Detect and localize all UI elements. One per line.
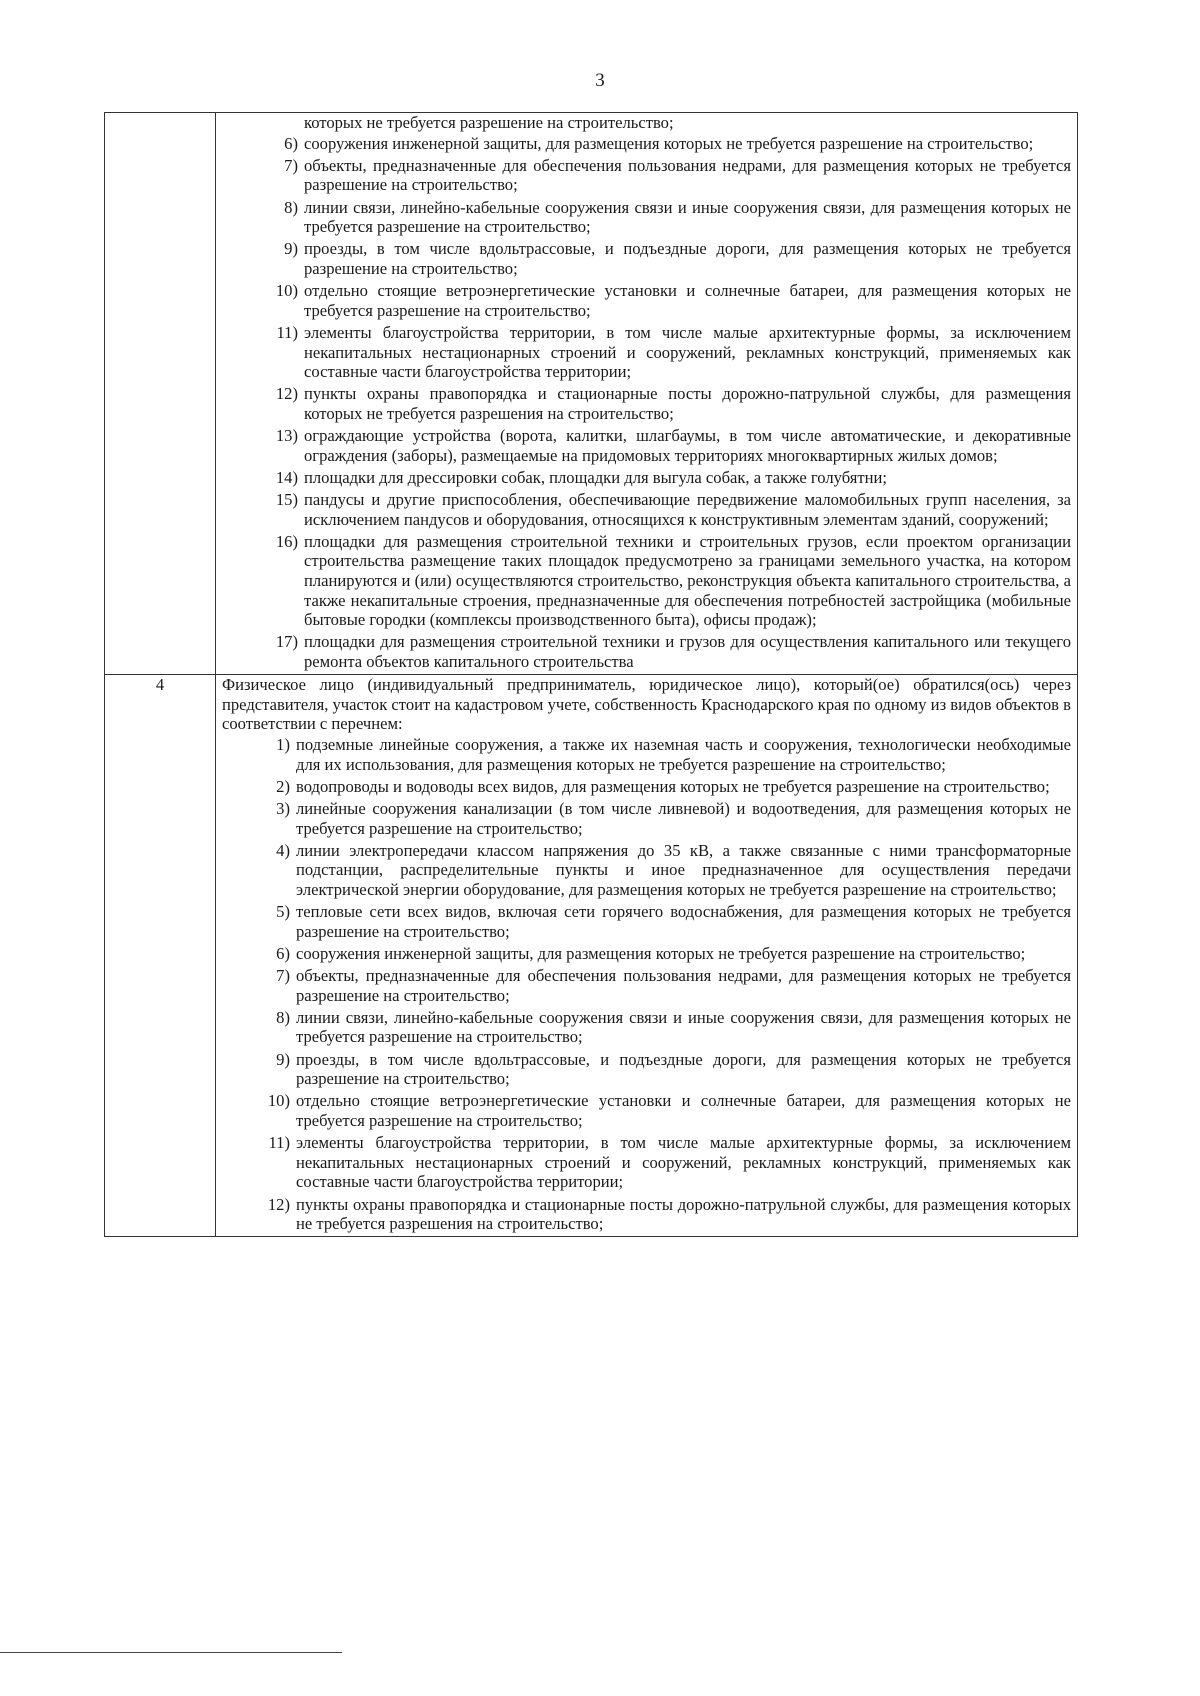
object-list xyxy=(222,134,1071,672)
list-item-text: линии связи, линейно-кабельные сооружения связи и иные сооружения связи, для размещения которых не требуется разрешение на строительство; xyxy=(304,197,1071,237)
list-item-text: проезды, в том числе вдольтрассовые, и подъездные дороги, для размещения которых не требуется разрешение на строительство; xyxy=(304,239,1071,278)
list-item-text: линейные сооружения канализации (в том числе ливневой) и водоотведения, для размещения которых не требуется разрешение на строительство; xyxy=(296,798,1071,838)
list-item-text: элементы благоустройства территории, в том числе малые архитектурные формы, за исключением некапитальных нестационарных строений и сооружений, рекламных конструкций, применяемых как составные части благоустройства территории; xyxy=(304,322,1071,382)
list-item-text: объекты, предназначенные для обеспечения пользования недрами, для размещения которых не требуется разрешение на строительство; xyxy=(296,966,1071,1005)
list-item-number: 5) xyxy=(276,902,290,922)
list-item-text: линии электропередачи классом напряжения до 35 кВ, а также связанные с ними трансформаторные подстанции, распределительные пункты и иное предназначенное для осуществления передачи электрической энергии оборудование, для размещения которых не требуется разрешение на строительство; xyxy=(296,840,1071,899)
list-item xyxy=(222,134,1071,154)
list-item-text: подземные линейные сооружения, а также их наземная часть и сооружения, технологически необходимые для их использования, для размещения которых не требуется разрешение на строительство; xyxy=(296,734,1071,774)
list-item xyxy=(222,1050,1071,1089)
list-item-text: водопроводы и водоводы всех видов, для размещения которых не требуется разрешение на строительство; xyxy=(296,776,1050,796)
list-item-text: проезды, в том числе вдольтрассовые, и подъездные дороги, для размещения которых не требуется разрешение на строительство; xyxy=(296,1049,1071,1089)
list-item-number: 11) xyxy=(268,1133,290,1153)
list-item-text: площадки для размещения строительной техники и строительных грузов, если проектом организации строительства размещение таких площадок предусмотрено за границами земельного участка, на котором планируются и (или) осуществляются строительство, реконструкция объекта капитального строительства, а также некапитальные строения, предназначенные для обеспечения потребностей застройщика (мобильные бытовые городки (комплексы производственного быта), офисы продаж); xyxy=(304,531,1071,630)
list-item-text: сооружения инженерной защиты, для размещения которых не требуется разрешение на строительство; xyxy=(304,133,1034,153)
list-item-number: 11) xyxy=(276,322,298,342)
page-number: 3 xyxy=(595,70,605,91)
list-item-number: 16) xyxy=(275,531,298,551)
document-table xyxy=(104,112,1078,1237)
list-item xyxy=(222,777,1071,797)
list-item xyxy=(222,1195,1071,1234)
row-intro-text: Физическое лицо (индивидуальный предприниматель, юридическое лицо), который(ое) обратился(ось) через представителя, участок стоит на кадастровом учете, собственность Краснодарского края по одному из видов объектов в соответствии с перечнем: xyxy=(222,675,1071,734)
list-item-number: 10) xyxy=(275,281,298,301)
row-text-cell xyxy=(216,113,1078,675)
list-item-number: 10) xyxy=(267,1091,290,1111)
list-item-text: пандусы и другие приспособления, обеспечивающие передвижение маломобильных групп населения, за исключением пандусов и оборудования, относящихся к конструктивным элементам зданий, сооружений; xyxy=(304,490,1071,529)
list-item xyxy=(222,1008,1071,1047)
list-item xyxy=(222,944,1071,964)
list-item-number: 6) xyxy=(276,943,290,963)
list-item xyxy=(222,239,1071,278)
object-list xyxy=(222,735,1071,1234)
list-item-text: пункты охраны правопорядка и стационарные посты дорожно-патрульной службы, для размещения которых не требуется разрешения на строительство; xyxy=(304,384,1071,423)
table-row xyxy=(105,675,1078,1237)
list-item-number: 7) xyxy=(284,155,298,175)
list-item xyxy=(222,323,1071,382)
list-item-text: элементы благоустройства территории, в том числе малые архитектурные формы, за исключением некапитальных нестационарных строений и сооружений, рекламных конструкций, применяемых как составные части благоустройства территории; xyxy=(296,1133,1071,1192)
row-text-cell xyxy=(216,675,1078,1237)
row-number-cell: 4 xyxy=(105,675,216,1237)
list-item xyxy=(222,468,1071,488)
list-item-number: 9) xyxy=(284,239,298,259)
list-item-number: 13) xyxy=(275,426,298,446)
list-item xyxy=(222,1091,1071,1130)
list-item-number: 14) xyxy=(275,467,298,487)
list-item-number: 4) xyxy=(276,840,290,860)
list-item-text: площадки для дрессировки собак, площадки для выгула собак, а также голубятни; xyxy=(304,467,888,487)
list-item-number: 7) xyxy=(276,966,290,986)
list-item xyxy=(222,532,1071,630)
list-item-number: 12) xyxy=(275,384,298,404)
footnote-divider xyxy=(0,1652,342,1653)
list-item-number: 1) xyxy=(276,734,290,754)
list-item-text: ограждающие устройства (ворота, калитки, шлагбаумы, в том числе автоматические, и декоративные ограждения (заборы), размещаемые на придомовых территориях многоквартирных жилых домов; xyxy=(304,426,1071,465)
list-item-text: сооружения инженерной защиты, для размещения которых не требуется разрешение на строительство; xyxy=(296,943,1026,963)
list-item xyxy=(222,632,1071,671)
list-item-number: 17) xyxy=(275,632,298,652)
list-item-number: 6) xyxy=(284,133,298,153)
list-item xyxy=(222,841,1071,900)
list-item xyxy=(222,490,1071,529)
continuation-text: которых не требуется разрешение на строительство; xyxy=(304,113,674,132)
list-item-number: 9) xyxy=(276,1049,290,1069)
list-item-number: 2) xyxy=(276,776,290,796)
table-row xyxy=(105,113,1078,675)
list-item-number: 8) xyxy=(276,1007,290,1027)
list-item xyxy=(222,198,1071,237)
list-item xyxy=(222,281,1071,320)
list-item-text: пункты охраны правопорядка и стационарные посты дорожно-патрульной службы, для размещения которых не требуется разрешения на строительство; xyxy=(296,1194,1071,1234)
list-item-text: площадки для размещения строительной техники и грузов для осуществления капитального или текущего ремонта объектов капитального строительства xyxy=(304,632,1071,671)
list-item-number: 12) xyxy=(267,1194,290,1214)
list-item-text: отдельно стоящие ветроэнергетические установки и солнечные батареи, для размещения которых не требуется разрешение на строительство; xyxy=(304,281,1071,320)
row-number-cell xyxy=(105,113,216,675)
list-item-number: 15) xyxy=(275,490,298,510)
list-item xyxy=(222,426,1071,465)
list-item xyxy=(222,384,1071,423)
list-item-text: объекты, предназначенные для обеспечения пользования недрами, для размещения которых не требуется разрешение на строительство; xyxy=(304,155,1071,195)
list-item xyxy=(222,902,1071,941)
list-item xyxy=(222,1133,1071,1192)
list-item xyxy=(222,735,1071,774)
list-item xyxy=(222,966,1071,1005)
list-item-number: 3) xyxy=(276,798,290,818)
list-item-text: отдельно стоящие ветроэнергетические установки и солнечные батареи, для размещения которых не требуется разрешение на строительство; xyxy=(296,1091,1071,1130)
list-item-text: тепловые сети всех видов, включая сети горячего водоснабжения, для размещения которых не требуется разрешение на строительство; xyxy=(296,902,1071,941)
list-item xyxy=(222,156,1071,195)
list-item xyxy=(222,799,1071,838)
list-item-number: 8) xyxy=(284,197,298,217)
list-item-text: линии связи, линейно-кабельные сооружения связи и иные сооружения связи, для размещения которых не требуется разрешение на строительство; xyxy=(296,1007,1071,1047)
